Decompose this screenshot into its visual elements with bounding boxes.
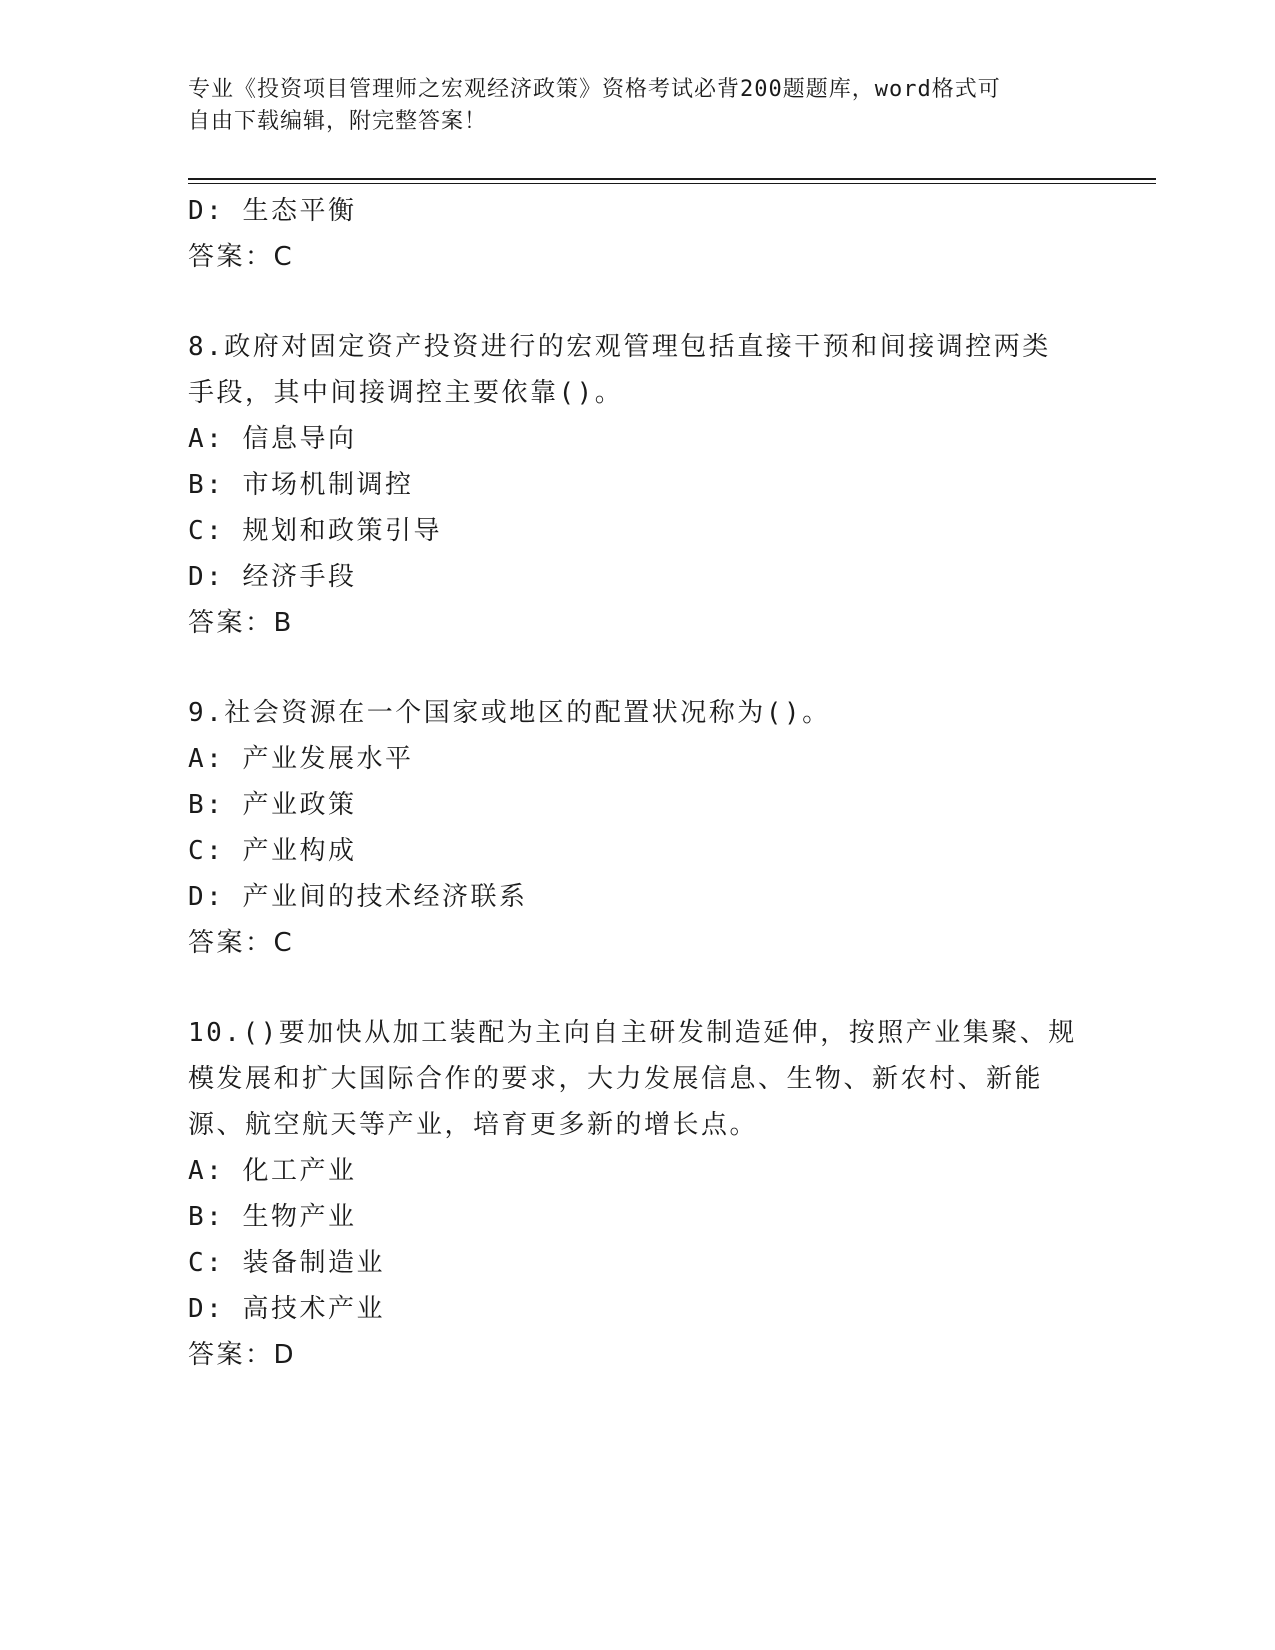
option-b: B: 市场机制调控: [188, 470, 414, 500]
option-d: D: 产业间的技术经济联系: [188, 882, 528, 912]
option-a: A: 信息导向: [188, 424, 357, 454]
question-stem-line: 源、航空航天等产业，培育更多新的增长点。: [188, 1110, 759, 1140]
question-8: [188, 324, 1088, 646]
question-stem-line: 模发展和扩大国际合作的要求，大力发展信息、生物、新农村、新能: [188, 1064, 1044, 1094]
option-a: A: 化工产业: [188, 1156, 357, 1186]
header-line-1: 专业《投资项目管理师之宏观经济政策》资格考试必背200题题库，word格式可: [188, 77, 1001, 102]
question-stem-line: 9.社会资源在一个国家或地区的配置状况称为()。: [188, 698, 831, 728]
header-divider-thin: [188, 183, 1156, 184]
option-d: D: 高技术产业: [188, 1294, 385, 1324]
option-d: D: 经济手段: [188, 562, 357, 592]
question-stem-line: 8.政府对固定资产投资进行的宏观管理包括直接干预和间接调控两类: [188, 332, 1051, 362]
option-c: C: 规划和政策引导: [188, 516, 442, 546]
answer: 答案：C: [188, 242, 295, 272]
option-b: B: 产业政策: [188, 790, 357, 820]
question-stem-line: 10.()要加快从加工装配为主向自主研发制造延伸，按照产业集聚、规: [188, 1018, 1077, 1048]
header-divider-thick: [188, 178, 1156, 180]
answer: 答案：C: [188, 928, 295, 958]
question-stem-line: 手段，其中间接调控主要依靠()。: [188, 378, 624, 408]
option-a: A: 产业发展水平: [188, 744, 414, 774]
previous-question-tail: [188, 188, 1088, 280]
option-c: C: 装备制造业: [188, 1248, 385, 1278]
option-c: C: 产业构成: [188, 836, 357, 866]
option-b: B: 生物产业: [188, 1202, 357, 1232]
question-list: [188, 188, 1088, 1378]
question-9: [188, 690, 1088, 966]
answer: 答案：B: [188, 608, 294, 638]
header-line-2: 自由下载编辑，附完整答案！: [188, 109, 488, 134]
answer: 答案：D: [188, 1340, 297, 1370]
question-10: [188, 1010, 1088, 1378]
option-d: D: 生态平衡: [188, 196, 357, 226]
document-header: [188, 74, 1068, 138]
